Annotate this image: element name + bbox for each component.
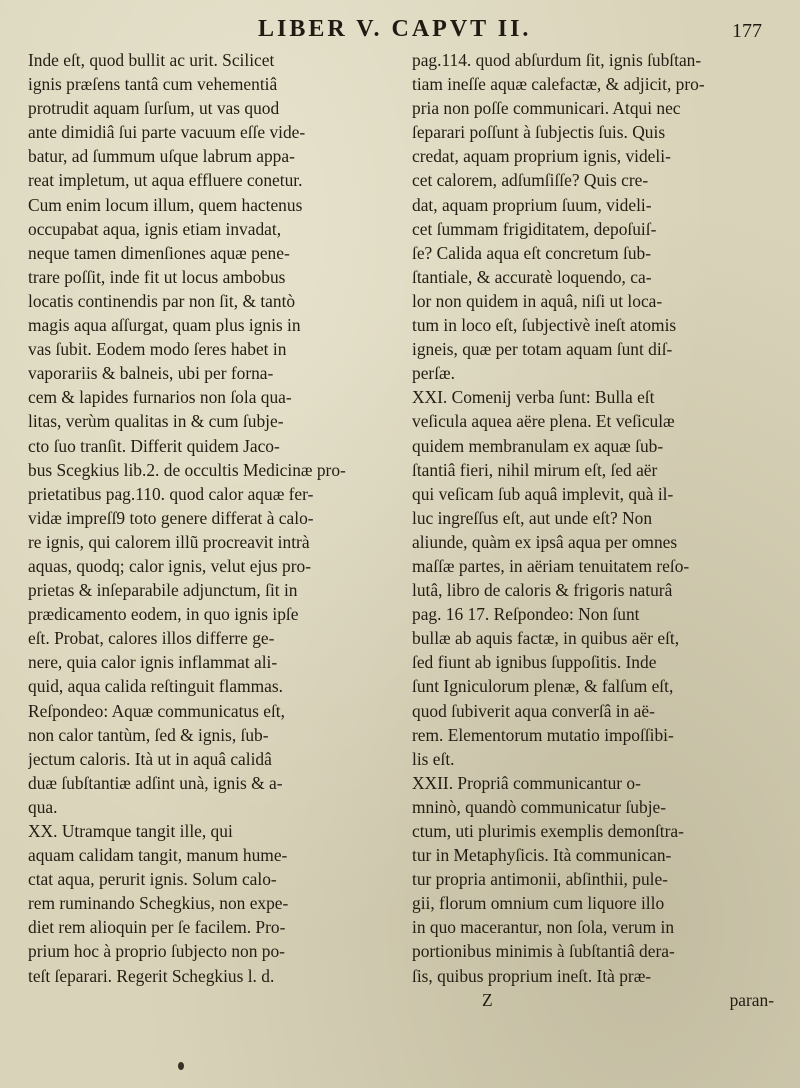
- text-line: rem. Elementorum mutatio impoſſibi-: [412, 724, 674, 745]
- footer-line: [412, 988, 784, 1012]
- text-line: quod ſubiverit aqua converſâ in aë-: [412, 700, 655, 721]
- text-line: tum in loco eſt, ſubjectivè ineſt atomis: [412, 315, 677, 336]
- text-line: vas ſubit. Eodem modo ſeres habet in: [28, 339, 287, 360]
- text-line: cet ſummam frigiditatem, depoſuiſ-: [412, 218, 657, 239]
- text-line: litas, verùm qualitas in & cum ſubje-: [28, 411, 284, 432]
- text-line: bullæ ab aquis factæ, in quibus aër eſt,: [412, 628, 680, 649]
- text-line: aquas, quodq; calor ignis, velut ejus pro-: [28, 555, 312, 576]
- catchword: paran-: [729, 989, 774, 1010]
- text-line: jectum caloris. Ità ut in aquâ calidâ: [28, 748, 272, 769]
- text-line: protrudit aquam ſurſum, ut vas quod: [28, 98, 280, 119]
- text-line: XXII. Propriâ communicantur o-: [412, 772, 641, 793]
- ink-blot: [178, 1062, 184, 1070]
- text-line: Reſpondeo: Aquæ communicatus eſt,: [28, 700, 285, 721]
- page-header: [0, 14, 800, 46]
- text-line: magis aqua aſſurgat, quam plus ignis in: [28, 315, 301, 336]
- text-line: ſunt Igniculorum plenæ, & falſum eſt,: [412, 676, 674, 697]
- text-line: prium hoc à proprio ſubjecto non po-: [28, 941, 285, 962]
- text-line: tur in Metaphyſicis. Ità communican-: [412, 845, 672, 866]
- text-line: Cum enim locum illum, quem hactenus: [28, 194, 303, 215]
- text-line: pag.114. quod abſurdum ſit, ignis ſubſtan-: [412, 50, 702, 70]
- text-line: lor non quidem in aquâ, niſi ut loca-: [412, 290, 663, 311]
- text-line: aquam calidam tangit, manum hume-: [28, 845, 288, 866]
- text-line: vaporariis & balneis, ubi per forna-: [28, 363, 274, 384]
- text-line: igneis, quæ per totam aquam ſunt diſ-: [412, 339, 673, 360]
- text-line: XX. Utramque tangit ille, qui: [28, 821, 233, 841]
- text-line: qua.: [28, 796, 58, 817]
- text-line: batur, ad ſummum uſque labrum appa-: [28, 146, 295, 167]
- text-line: gii, florum omnium cum liquore illo: [412, 893, 665, 914]
- text-line: reat impletum, ut aqua effluere conetur.: [28, 170, 303, 191]
- text-line: ſeparari poſſunt à ſubjectis ſuis. Quis: [412, 122, 666, 143]
- text-line: luc ingreſſus eſt, aut unde eſt? Non: [412, 507, 653, 528]
- text-line: duæ ſubſtantiæ adſint unà, ignis & a-: [28, 772, 283, 793]
- text-line: vidæ impreſſ9 toto genere differat à calo-: [28, 507, 314, 528]
- text-line: occupabat aqua, ignis etiam invadat,: [28, 218, 282, 239]
- left-column: [28, 48, 400, 988]
- text-line: quidem membranulam ex aquæ ſub-: [412, 435, 664, 456]
- text-line: ante dimidiâ ſui parte vacuum eſſe vide-: [28, 122, 306, 143]
- text-line: pria non poſſe communicari. Atqui nec: [412, 98, 681, 119]
- text-line: perſæ.: [412, 363, 455, 384]
- text-line: quid, aqua calida reſtinguit flammas.: [28, 676, 283, 697]
- text-line: credat, aquam proprium ignis, videli-: [412, 146, 671, 167]
- text-line: Inde eſt, quod bullit ac urit. Scilicet: [28, 50, 275, 70]
- text-line: prietas & inſeparabile adjunctum, ſit in: [28, 580, 298, 601]
- text-line: trare poſſit, inde fit ut locus ambobus: [28, 266, 286, 287]
- text-line: re ignis, qui calorem illũ procreavit intrà: [28, 531, 310, 552]
- text-line: rem ruminando Schegkius, non expe-: [28, 893, 289, 914]
- right-column: [412, 48, 784, 1012]
- text-line: tur propria antimonii, abſinthii, pule-: [412, 869, 668, 890]
- text-line: neque tamen dimenſiones aquæ pene-: [28, 242, 290, 263]
- text-line: nere, quia calor ignis inflammat ali-: [28, 652, 278, 673]
- text-line: lutâ, libro de caloris & frigoris naturâ: [412, 580, 673, 601]
- text-line: locatis continendis par non ſit, & tantò: [28, 290, 296, 311]
- text-line: teſt ſeparari. Regerit Schegkius l. d.: [28, 965, 275, 986]
- text-line: veſicula aquea aëre plena. Et veſiculæ: [412, 411, 675, 432]
- text-line: ſis, quibus proprium ineſt. Ità præ-: [412, 965, 652, 986]
- text-line: prietatibus pag.110. quod calor aquæ fer-: [28, 483, 314, 504]
- text-line: ſed fiunt ab ignibus ſuppoſitis. Inde: [412, 652, 657, 673]
- text-line: ſtantiâ fieri, nihil mirum eſt, ſed aër: [412, 459, 658, 480]
- text-line: maſſæ partes, in aëriam tenuitatem reſo-: [412, 555, 690, 576]
- text-line: portionibus minimis à ſubſtantiâ dera-: [412, 941, 675, 962]
- text-line: cet calorem, adſumſiſſe? Quis cre-: [412, 170, 649, 191]
- text-line: diet rem alioquin per ſe facilem. Pro-: [28, 917, 286, 938]
- text-line: lis eſt.: [412, 748, 455, 769]
- text-line: pag. 16 17. Reſpondeo: Non ſunt: [412, 604, 640, 625]
- text-line: mninò, quandò communicatur ſubje-: [412, 796, 667, 817]
- text-line: cem & lapides furnarios non ſola qua-: [28, 387, 292, 408]
- text-line: in quo macerantur, non ſola, verum in: [412, 917, 675, 938]
- text-line: ctat aqua, perurit ignis. Solum calo-: [28, 869, 277, 890]
- signature-mark: Z: [482, 989, 493, 1010]
- text-line: cto ſuo tranſit. Differit quidem Jaco-: [28, 435, 280, 456]
- text-line: qui veſicam ſub aquâ implevit, quà il-: [412, 483, 674, 504]
- text-line: ſtantiale, & accuratè loquendo, ca-: [412, 266, 652, 287]
- text-line: non calor tantùm, ſed & ignis, ſub-: [28, 724, 269, 745]
- running-head: LIBER V. CAPVT II.: [258, 16, 532, 42]
- text-line: ctum, uti plurimis exemplis demonſtra-: [412, 821, 684, 841]
- text-line: tiam ineſſe aquæ calefactæ, & adjicit, pro-: [412, 74, 705, 95]
- page-number: 177: [732, 20, 762, 42]
- text-line: ignis præſens tantâ cum vehementiâ: [28, 74, 278, 95]
- text-line: ſe? Calida aqua eſt concretum ſub-: [412, 242, 652, 263]
- text-line: bus Scegkius lib.2. de occultis Medicinæ pro-: [28, 459, 346, 480]
- text-line: prædicamento eodem, in quo ignis ipſe: [28, 604, 299, 625]
- text-line: dat, aquam proprium ſuum, videli-: [412, 194, 652, 215]
- text-line: XXI. Comenij verba ſunt: Bulla eſt: [412, 387, 655, 408]
- text-line: eſt. Probat, calores illos differre ge-: [28, 628, 275, 649]
- text-line: aliunde, quàm ex ipsâ aqua per omnes: [412, 531, 678, 552]
